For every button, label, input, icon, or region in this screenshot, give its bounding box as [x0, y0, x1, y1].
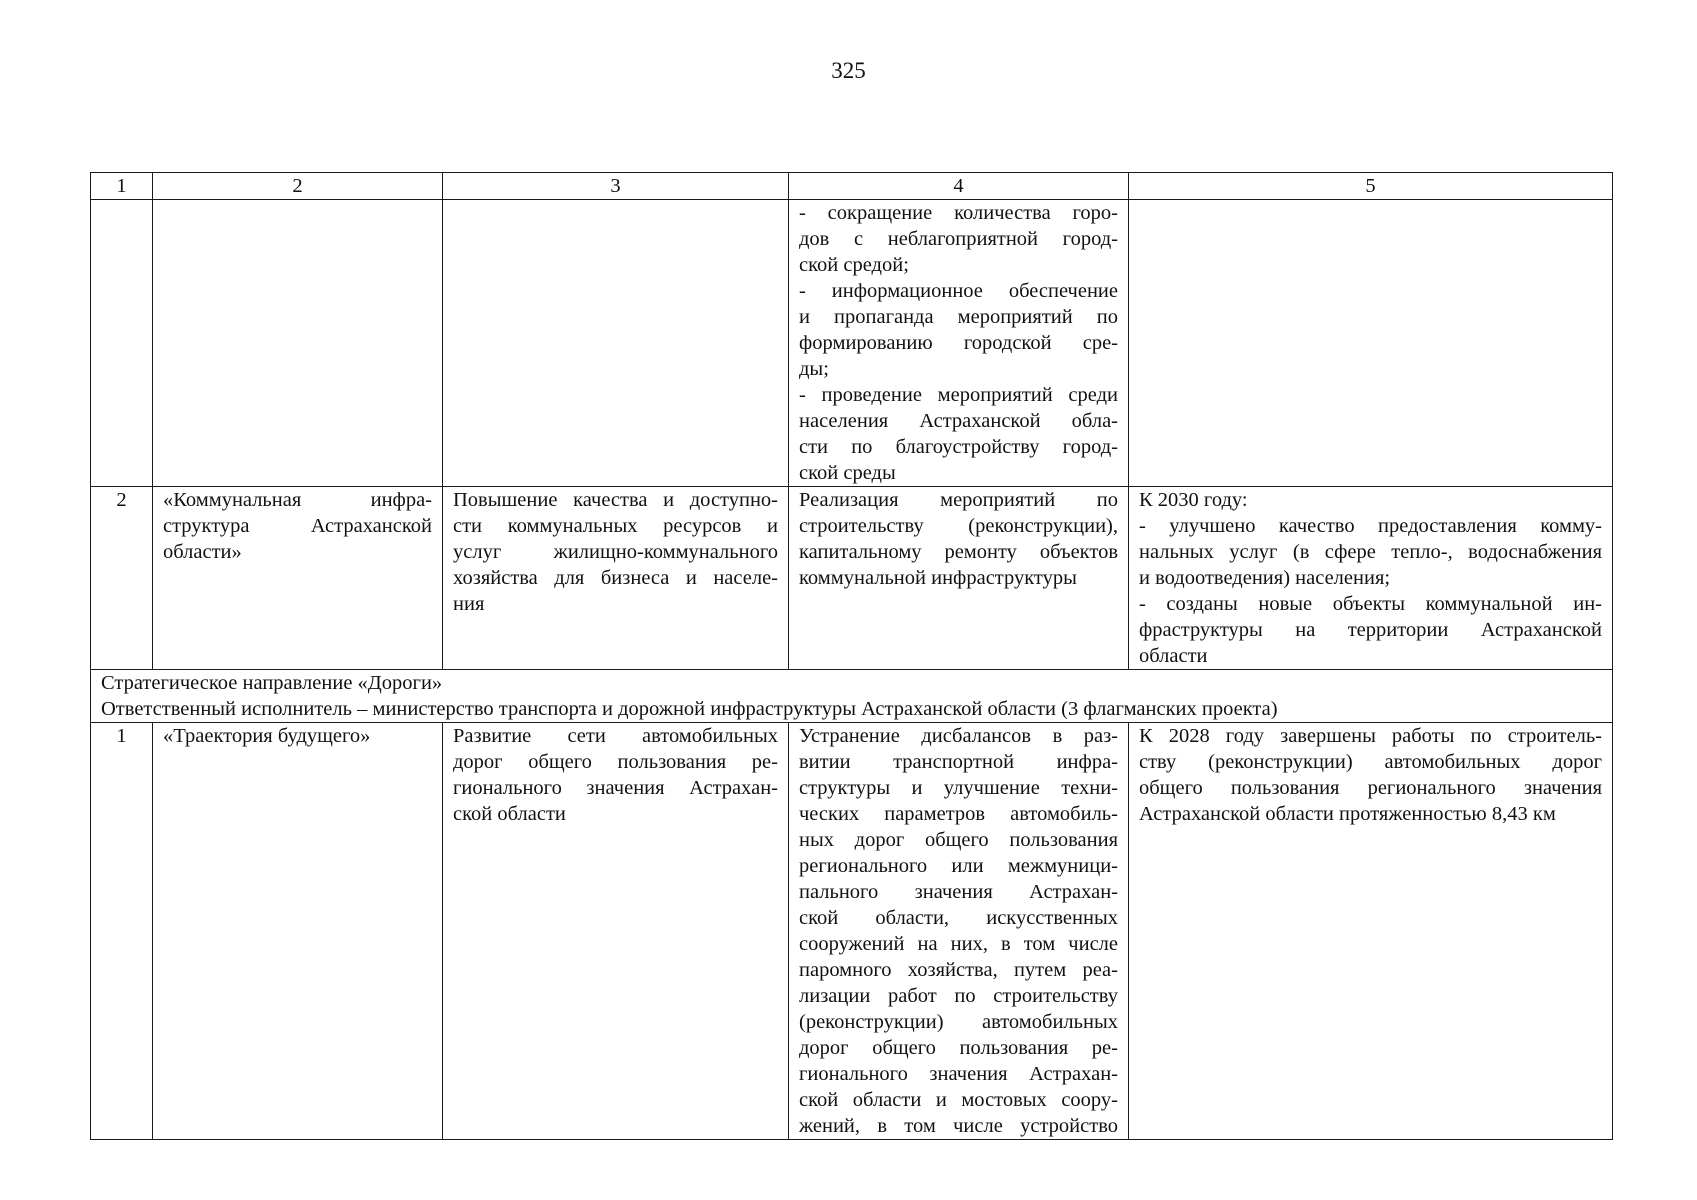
- project-name-cell: [153, 200, 443, 487]
- text-line: сти по благоустройству город-: [799, 436, 1118, 458]
- text-line: хозяйства для бизнеса и населе-: [453, 567, 778, 589]
- row-number-cell: 2: [91, 487, 153, 670]
- text-line: сооружений на них, в том числе: [799, 933, 1118, 955]
- direction-title: Стратегическое направление «Дороги»: [101, 672, 443, 694]
- text-line: гионального значения Астрахан-: [799, 1063, 1118, 1085]
- text-line: коммунальной инфраструктуры: [799, 567, 1077, 589]
- text-line: - сокращение количества горо-: [799, 202, 1118, 224]
- text-line: ды;: [799, 358, 829, 380]
- text-line: ству (реконструкции) автомобильных дорог: [1139, 751, 1602, 773]
- text-line: области»: [163, 541, 242, 563]
- text-line: гионального значения Астрахан-: [453, 777, 778, 799]
- text-line: ческих параметров автомобиль-: [799, 803, 1118, 825]
- page-number: 325: [831, 58, 866, 83]
- text-line: и пропаганда мероприятий по: [799, 306, 1118, 328]
- text-line: дорог общего пользования ре-: [453, 751, 778, 773]
- text-line: пального значения Астрахан-: [799, 881, 1118, 903]
- table-row-continuation: [91, 200, 1613, 487]
- text-line: витии транспортной инфра-: [799, 751, 1118, 773]
- text-line: услуг жилищно-коммунального: [453, 541, 778, 563]
- header-cell: 4: [789, 173, 1129, 200]
- direction-executor: Ответственный исполнитель – министерство транспорта и дорожной инфраструктуры Астраханской области (3 флагманских проекта): [101, 698, 1278, 720]
- text-line: общего пользования регионального значения: [1139, 777, 1602, 799]
- text-line: структуры и улучшение техни-: [799, 777, 1118, 799]
- text-line: ской среды: [799, 462, 896, 484]
- strategic-direction-cell: [91, 670, 1613, 723]
- text-line: (реконструкции) автомобильных: [799, 1011, 1118, 1033]
- row-number-cell: [91, 200, 153, 487]
- text-line: дов с неблагоприятной город-: [799, 228, 1118, 250]
- text-line: структура Астраханской: [163, 515, 432, 537]
- text-line: Развитие сети автомобильных: [453, 725, 778, 747]
- text-line: - созданы новые объекты коммунальной ин-: [1139, 593, 1602, 615]
- table-row: [91, 487, 1613, 670]
- text-line: паромного хозяйства, путем реа-: [799, 959, 1118, 981]
- text-line: - улучшено качество предоставления комму-: [1139, 515, 1602, 537]
- document-table: [90, 172, 1613, 1140]
- tasks-cell: [789, 487, 1129, 670]
- table-header-row: [91, 173, 1613, 200]
- result-cell: [1129, 723, 1613, 1140]
- text-line: ных дорог общего пользования: [799, 829, 1118, 851]
- text-line: «Коммунальная инфра-: [163, 489, 432, 511]
- goal-cell: [443, 200, 789, 487]
- project-name-cell: [153, 487, 443, 670]
- header-cell: 2: [153, 173, 443, 200]
- goal-cell: [443, 487, 789, 670]
- text-line: ской средой;: [799, 254, 909, 276]
- text-line: К 2028 году завершены работы по строитель-: [1139, 725, 1602, 747]
- text-line: ской области и мостовых соору-: [799, 1089, 1118, 1111]
- text-line: регионального или межмуници-: [799, 855, 1118, 877]
- text-line: ской области, искусственных: [799, 907, 1118, 929]
- header-cell: 3: [443, 173, 789, 200]
- text-line: Реализация мероприятий по: [799, 489, 1118, 511]
- text-line: жений, в том числе устройство: [799, 1115, 1118, 1137]
- table-row: [91, 723, 1613, 1140]
- goal-cell: [443, 723, 789, 1140]
- text-line: сти коммунальных ресурсов и: [453, 515, 778, 537]
- text-line: лизации работ по строительству: [799, 985, 1118, 1007]
- text-line: Повышение качества и доступно-: [453, 489, 778, 511]
- header-cell: 5: [1129, 173, 1613, 200]
- text-line: области: [1139, 645, 1208, 667]
- tasks-cell: [789, 723, 1129, 1140]
- text-line: фраструктуры на территории Астраханской: [1139, 619, 1602, 641]
- text-line: Астраханской области протяженностью 8,43 км: [1139, 803, 1556, 825]
- text-line: и водоотведения) населения;: [1139, 567, 1391, 589]
- text-line: - проведение мероприятий среди: [799, 384, 1118, 406]
- text-line: нальных услуг (в сфере тепло-, водоснабжения: [1139, 541, 1602, 563]
- row-number-cell: 1: [91, 723, 153, 1140]
- text-line: ской области: [453, 803, 566, 825]
- strategic-direction-row: [91, 670, 1613, 723]
- text-line: дорог общего пользования ре-: [799, 1037, 1118, 1059]
- text-line: строительству (реконструкции),: [799, 515, 1118, 537]
- tasks-cell: [789, 200, 1129, 487]
- result-cell: [1129, 487, 1613, 670]
- project-name-cell: [153, 723, 443, 1140]
- text-line: формированию городской сре-: [799, 332, 1118, 354]
- text-line: Устранение дисбалансов в раз-: [799, 725, 1118, 747]
- header-cell: 1: [91, 173, 153, 200]
- result-cell: [1129, 200, 1613, 487]
- text-line: К 2030 году:: [1139, 489, 1248, 511]
- text-line: «Траектория будущего»: [163, 725, 371, 747]
- text-line: - информационное обеспечение: [799, 280, 1118, 302]
- text-line: капитальному ремонту объектов: [799, 541, 1118, 563]
- text-line: ния: [453, 593, 485, 615]
- text-line: населения Астраханской обла-: [799, 410, 1118, 432]
